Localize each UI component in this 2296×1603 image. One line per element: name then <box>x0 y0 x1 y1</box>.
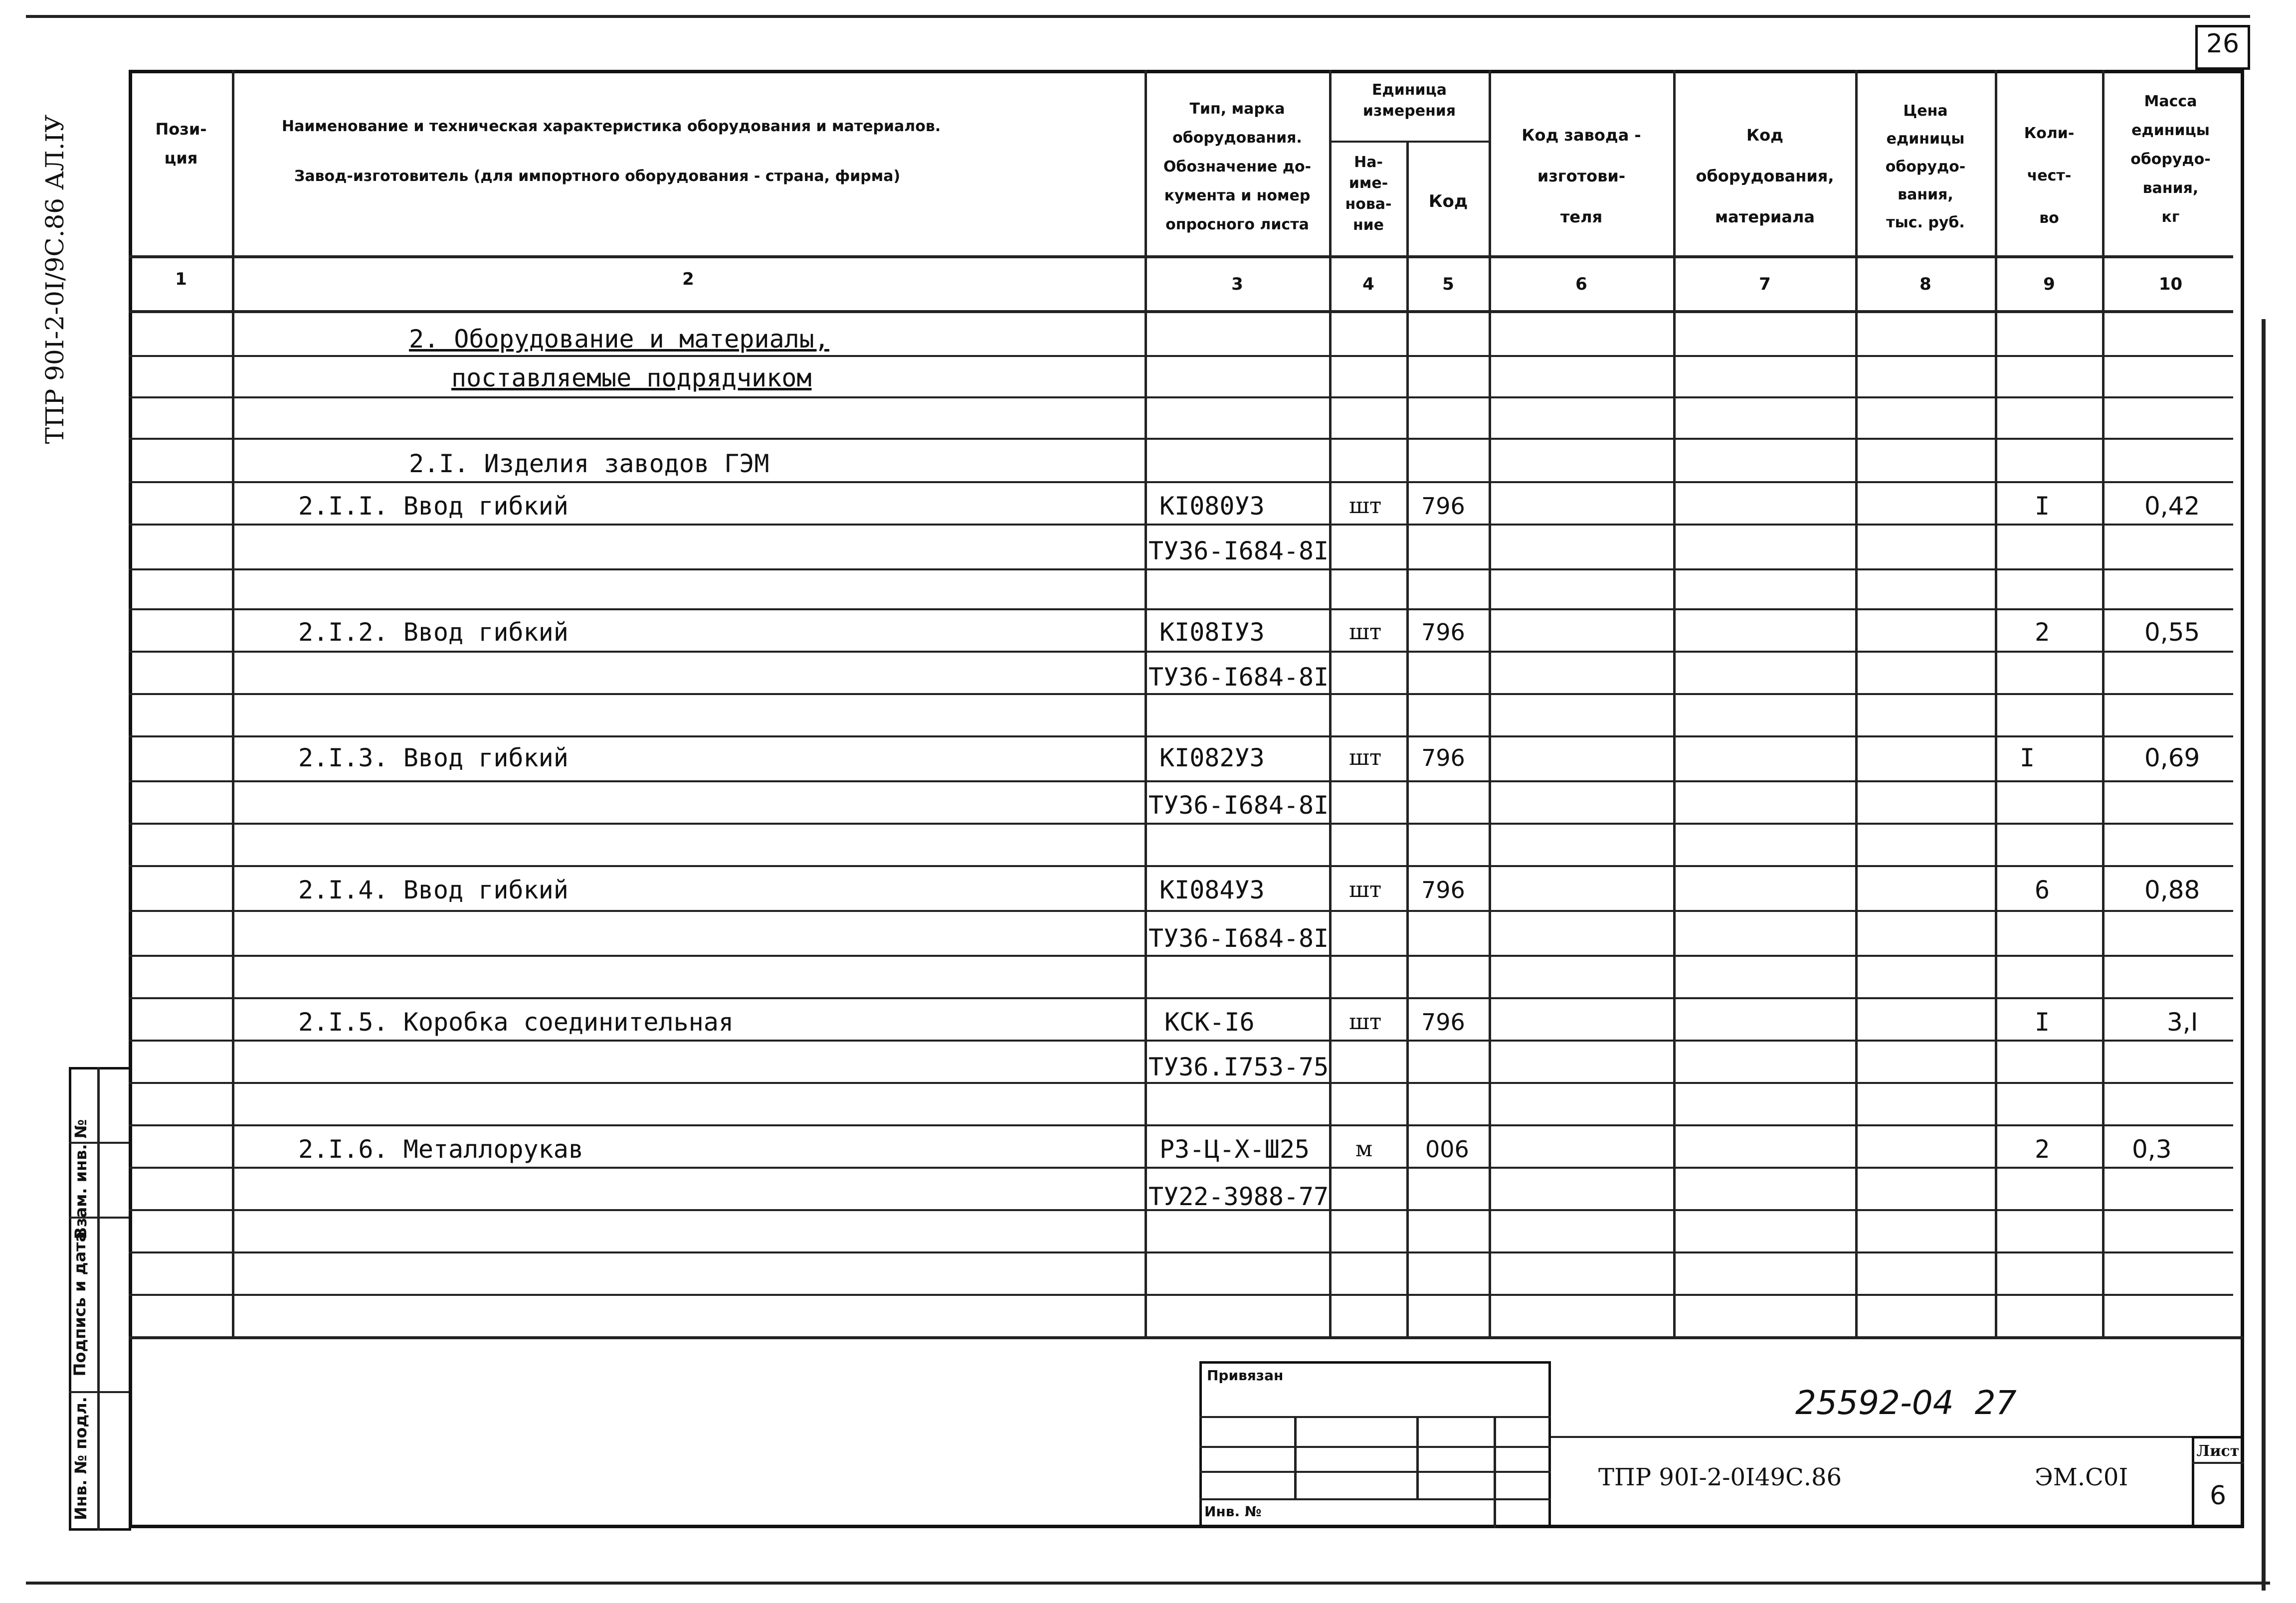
item-name: 2.I.I. Ввод гибкий <box>298 492 569 521</box>
row-line <box>129 865 2233 867</box>
page-number: 26 <box>2206 29 2240 59</box>
item-code: 796 <box>1421 493 1465 520</box>
item-qty: 2 <box>2035 618 2050 647</box>
item-type: КI08IУ3 <box>1159 618 1265 647</box>
row-line <box>129 481 2233 483</box>
row-line <box>129 438 2233 440</box>
list-number: 6 <box>2209 1481 2227 1511</box>
item-unit: шт <box>1349 745 1382 770</box>
header-factory-code: Код завода - изготови- теля <box>1522 126 1641 226</box>
item-code: 006 <box>1425 1136 1469 1163</box>
header-unit-code: Код <box>1428 191 1468 211</box>
bottom-rule <box>26 1582 2270 1585</box>
table-bottom-rule <box>129 1336 2243 1339</box>
unit-group-divider <box>1329 141 1489 143</box>
row-line <box>129 608 2233 610</box>
item-name: 2.I.6. Металлорукав <box>298 1135 583 1164</box>
row-line <box>129 1082 2233 1084</box>
doc-code: ТПР 90I-2-0I49С.86 <box>1598 1463 1842 1491</box>
item-qty: I <box>2035 1008 2050 1037</box>
item-doc: ТУ36-I684-8I <box>1148 924 1329 953</box>
column-number: 7 <box>1759 274 1771 294</box>
item-mass: 0,55 <box>2144 618 2200 647</box>
row-line <box>129 955 2233 957</box>
item-qty: 2 <box>2035 1135 2050 1164</box>
item-unit: шт <box>1349 619 1382 645</box>
row-line <box>129 910 2233 912</box>
row-line <box>129 1124 2233 1126</box>
item-mass: 0,42 <box>2144 492 2200 521</box>
row-line <box>129 997 2233 999</box>
row-line <box>129 693 2233 695</box>
item-qty: 6 <box>2035 876 2050 904</box>
row-line <box>129 780 2233 782</box>
item-mass: 3,I <box>2167 1008 2198 1037</box>
item-mass: 0,69 <box>2144 743 2200 772</box>
col-line-1 <box>232 70 234 1336</box>
header-bottom-rule <box>129 255 2233 258</box>
row-line <box>129 1251 2233 1253</box>
stamp-divider <box>97 1067 100 1531</box>
item-code: 796 <box>1421 1009 1465 1036</box>
item-code: 796 <box>1421 877 1465 903</box>
header-quantity: Коли- чест- во <box>2024 125 2075 227</box>
privyazan-label: Привязан <box>1207 1367 1284 1384</box>
side-document-code: ТПР 90I-2-0I/9С.86 АЛ.IУ <box>40 114 69 444</box>
col-line-5 <box>1489 70 1491 1336</box>
row-line <box>129 823 2233 825</box>
privyazan-grid <box>1416 1416 1419 1498</box>
item-mass: 0,3 <box>2132 1135 2172 1164</box>
item-name: 2.I.4. Ввод гибкий <box>298 876 569 904</box>
column-number: 9 <box>2043 274 2055 294</box>
header-unit-mass: Масса единицы оборудо- вания, кг <box>2130 93 2211 226</box>
item-name: 2.I.2. Ввод гибкий <box>298 618 569 647</box>
list-label: Лист <box>2196 1442 2240 1460</box>
col-line-9 <box>2102 70 2105 1336</box>
handwritten-number: 25592-04 27 <box>1795 1384 2017 1422</box>
item-qty: I <box>2020 743 2035 772</box>
column-number: 4 <box>1362 274 1374 294</box>
stamp-label-vzam: Взам. инв. № <box>71 1119 90 1240</box>
column-number: 2 <box>682 269 694 289</box>
column-number: 1 <box>175 269 187 289</box>
item-doc: ТУ36-I684-8I <box>1148 536 1329 565</box>
col-line-3 <box>1329 70 1332 1336</box>
item-code: 796 <box>1421 619 1465 646</box>
item-unit: м <box>1355 1136 1373 1162</box>
privyazan-grid <box>1294 1416 1297 1498</box>
item-doc: ТУ22-3988-77 <box>1148 1182 1329 1211</box>
header-equipment-code: Код оборудования, материала <box>1696 126 1834 226</box>
privyazan-grid <box>1199 1416 1551 1418</box>
row-line <box>129 1167 2233 1169</box>
section-title: 2. Оборудование и материалы, <box>409 325 829 354</box>
column-number: 10 <box>2158 274 2183 294</box>
item-type: КI080У3 <box>1159 492 1265 521</box>
header-type: Тип, марка оборудования. Обозначение до- кумента и номер опросного листа <box>1163 100 1312 233</box>
item-doc: ТУ36-I684-8I <box>1148 663 1329 692</box>
colnum-row-bottom-rule <box>129 310 2233 313</box>
item-unit: шт <box>1349 877 1382 902</box>
list-box-divider <box>2192 1462 2244 1464</box>
row-line <box>129 1040 2233 1042</box>
item-unit: шт <box>1349 1009 1382 1035</box>
section-title-line2: поставляемые подрядчиком <box>451 363 812 392</box>
header-unit-name: На- име- нова- ние <box>1345 154 1392 234</box>
row-line <box>129 355 2233 357</box>
item-name: 2.I.5. Коробка соединительная <box>298 1008 734 1037</box>
sheet-code: ЭМ.С0I <box>2035 1463 2128 1491</box>
top-rule <box>26 15 2250 18</box>
privyazan-grid <box>1199 1471 1551 1473</box>
item-type: КСК-I6 <box>1164 1008 1255 1037</box>
col-line-6 <box>1673 70 1676 1336</box>
row-line <box>129 735 2233 737</box>
stamp-label-podpis: Подпись и дата <box>70 1231 89 1377</box>
item-doc: ТУ36-I684-8I <box>1148 791 1329 820</box>
row-line <box>129 1294 2233 1296</box>
item-type: КI082У3 <box>1159 743 1265 772</box>
col-line-8 <box>1995 70 1997 1336</box>
header-position: Пози- ция <box>155 120 207 168</box>
inv-no-label: Инв. № <box>1204 1503 1262 1520</box>
privyazan-grid <box>1199 1498 1551 1500</box>
header-unit-group: Единица измерения <box>1362 81 1456 120</box>
item-doc: ТУ36.I753-75 <box>1148 1053 1329 1081</box>
col-line-2 <box>1145 70 1147 1336</box>
item-mass: 0,88 <box>2144 876 2200 904</box>
col-line-7 <box>1855 70 1858 1336</box>
row-line <box>129 524 2233 526</box>
col-line-4 <box>1406 141 1409 1336</box>
header-unit-price: Цена единицы оборудо- вания, тыс. руб. <box>1885 102 1966 231</box>
stamp-label-inv-podl: Инв. № подл. <box>71 1397 90 1520</box>
row-line <box>129 568 2233 570</box>
column-number: 5 <box>1442 274 1454 294</box>
right-edge-rule <box>2262 319 2266 1591</box>
column-number: 3 <box>1231 274 1243 294</box>
item-code: 796 <box>1421 744 1465 771</box>
item-name: 2.I.3. Ввод гибкий <box>298 743 569 772</box>
row-line <box>129 396 2233 398</box>
item-type: КI084У3 <box>1159 876 1265 904</box>
title-block-rule <box>1551 1436 2244 1438</box>
privyazan-grid <box>1199 1446 1551 1448</box>
subsection-title: 2.I. Изделия заводов ГЭМ <box>409 449 769 478</box>
item-unit: шт <box>1349 493 1382 519</box>
item-qty: I <box>2035 492 2050 521</box>
column-number: 6 <box>1575 274 1587 294</box>
column-number: 8 <box>1919 274 1931 294</box>
row-line <box>129 651 2233 653</box>
header-name-line2: Завод-изготовитель (для импортного оборудования - страна, фирма) <box>294 168 901 185</box>
privyazan-grid <box>1494 1416 1496 1528</box>
item-type: Р3-Ц-Х-Ш25 <box>1159 1135 1310 1164</box>
header-name-line1: Наименование и техническая характеристика оборудования и материалов. <box>282 118 941 135</box>
